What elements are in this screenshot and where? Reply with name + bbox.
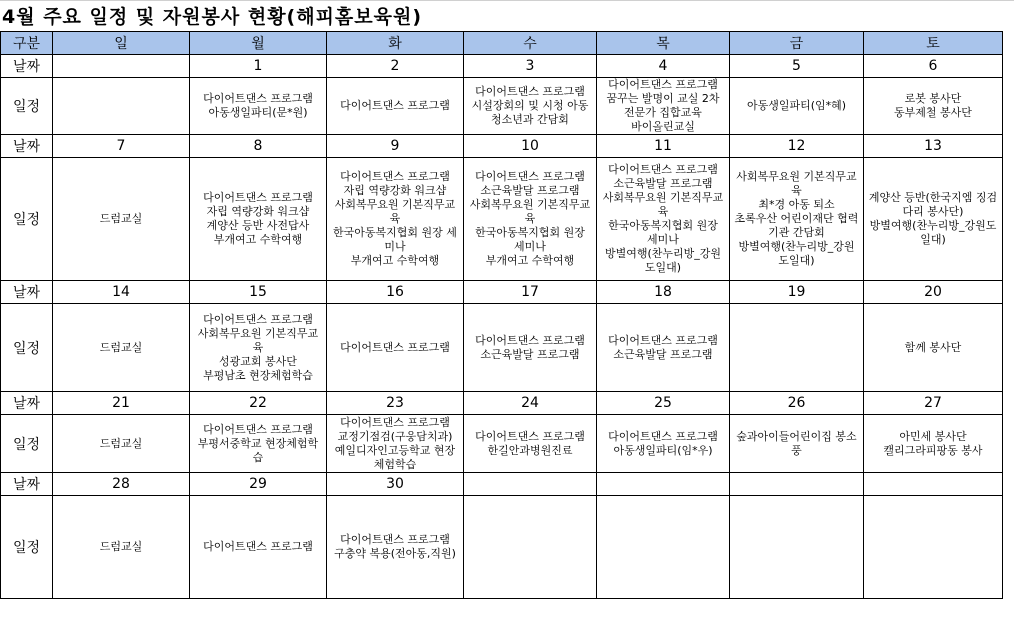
- schedule-line: 다이어트댄스 프로그램: [203, 312, 313, 326]
- schedule-line: 한국아동복지협회 원장 세: [333, 226, 457, 239]
- schedule-line: 캘리그라피팡동 봉사: [883, 443, 983, 457]
- schedule-line: 방별여행(찬누리방_강원도: [869, 219, 997, 232]
- schedule-line: 한국아동복지협회 원장: [475, 226, 585, 239]
- date-row-label[interactable]: 날짜: [1, 473, 53, 496]
- schedule-line: 다이어트댄스 프로그램: [203, 92, 313, 105]
- schedule-row-label[interactable]: 일정: [1, 78, 53, 135]
- date-cell[interactable]: [730, 473, 864, 496]
- schedule-row-label[interactable]: 일정: [1, 158, 53, 281]
- date-cell[interactable]: 7: [53, 135, 190, 158]
- schedule-line: 육: [791, 184, 802, 197]
- date-row-label[interactable]: 날짜: [1, 392, 53, 415]
- date-cell[interactable]: 10: [464, 135, 597, 158]
- schedule-line: 다이어트댄스 프로그램: [475, 429, 585, 443]
- date-cell[interactable]: [53, 55, 190, 78]
- date-cell[interactable]: 11: [597, 135, 730, 158]
- schedule-cell[interactable]: [864, 496, 1003, 599]
- schedule-line: 다이어트댄스 프로그램: [340, 99, 450, 112]
- schedule-line: 다이어트댄스 프로그램: [340, 340, 450, 354]
- schedule-line: 습: [252, 450, 264, 464]
- date-cell[interactable]: 20: [864, 281, 1003, 304]
- schedule-line: 다이어트댄스 프로그램: [340, 415, 450, 429]
- schedule-line: 체험학습: [373, 457, 417, 471]
- date-cell[interactable]: 1: [190, 55, 327, 78]
- schedule-line: 다이어트댄스 프로그램: [608, 78, 718, 91]
- schedule-line: 자립 역량강화 워크샵: [343, 184, 447, 197]
- schedule-row: [1, 415, 1003, 473]
- schedule-line: 다이어트댄스 프로그램: [475, 333, 585, 347]
- schedule-line: 교정기점검(구웅담치과): [337, 429, 453, 443]
- schedule-cell[interactable]: [464, 158, 597, 281]
- page-title: 4월 주요 일정 및 자원봉사 현황(해피홈보육원): [2, 6, 423, 28]
- schedule-line: 자립 역량강화 워크샵: [206, 205, 310, 218]
- schedule-cell[interactable]: [730, 304, 864, 392]
- date-cell[interactable]: 27: [864, 392, 1003, 415]
- schedule-line: 사회복무요원 기본직무교: [334, 198, 456, 211]
- schedule-line: 부개여고 수학여행: [350, 254, 440, 267]
- schedule-line: 드럼교실: [99, 212, 143, 225]
- schedule-line: 성광교회 봉사단: [219, 354, 297, 368]
- date-row: [1, 392, 1003, 415]
- schedule-cell[interactable]: [53, 158, 190, 281]
- schedule-line: 초록우산 어린이재단 협력: [734, 212, 859, 225]
- schedule-line: 드럼교실: [99, 436, 143, 450]
- schedule-line: 다이어트댄스 프로그램: [475, 170, 585, 183]
- schedule-line: 다이어트댄스 프로그램: [608, 333, 718, 347]
- schedule-cell[interactable]: [730, 158, 864, 281]
- schedule-line: 다이어트댄스 프로그램: [608, 163, 718, 176]
- date-cell[interactable]: [597, 473, 730, 496]
- date-cell[interactable]: 9: [327, 135, 464, 158]
- schedule-line: 동부제철 봉사단: [894, 106, 972, 119]
- header-cell-tue[interactable]: 화: [327, 32, 464, 55]
- schedule-line: 도일대): [778, 254, 815, 267]
- schedule-row: [1, 158, 1003, 281]
- schedule-cell[interactable]: [597, 496, 730, 599]
- date-cell[interactable]: 23: [327, 392, 464, 415]
- date-cell[interactable]: 16: [327, 281, 464, 304]
- schedule-cell[interactable]: [327, 415, 464, 473]
- schedule-line: 다이어트댄스 프로그램: [475, 85, 585, 98]
- schedule-cell[interactable]: [864, 78, 1003, 135]
- schedule-cell[interactable]: [464, 78, 597, 135]
- date-row-label[interactable]: 날짜: [1, 135, 53, 158]
- calendar-table: [0, 31, 1003, 599]
- schedule-cell[interactable]: [464, 415, 597, 473]
- date-cell[interactable]: [864, 473, 1003, 496]
- schedule-cell[interactable]: [864, 304, 1003, 392]
- schedule-line: 다이어트댄스 프로그램: [608, 429, 718, 443]
- schedule-line: 사회복무요원 기본직무교: [602, 191, 724, 204]
- date-row: [1, 473, 1003, 496]
- schedule-row-label[interactable]: 일정: [1, 304, 53, 392]
- schedule-line: 육: [524, 212, 536, 225]
- date-row-label[interactable]: 날짜: [1, 55, 53, 78]
- schedule-line: 다이어트댄스 프로그램: [203, 540, 313, 553]
- schedule-line: 전문가 집합교육: [624, 106, 702, 119]
- date-cell[interactable]: 8: [190, 135, 327, 158]
- date-cell[interactable]: 19: [730, 281, 864, 304]
- date-cell[interactable]: 25: [597, 392, 730, 415]
- schedule-row-label[interactable]: 일정: [1, 415, 53, 473]
- schedule-cell[interactable]: [53, 304, 190, 392]
- schedule-line: 계양산 등반(한국지엠 징검: [868, 191, 998, 204]
- schedule-line: 함께 봉사단: [904, 340, 962, 354]
- schedule-line: 방별여행(찬누리방_강원: [738, 240, 855, 253]
- schedule-line: 사회복무요원 기본직무교: [197, 326, 319, 340]
- schedule-line: 한국아동복지협회 원장: [608, 219, 718, 232]
- date-cell[interactable]: 15: [190, 281, 327, 304]
- schedule-cell[interactable]: [327, 158, 464, 281]
- schedule-line: 숲과아이들어린이집 봉소: [736, 429, 857, 443]
- schedule-cell[interactable]: [464, 304, 597, 392]
- schedule-cell[interactable]: [730, 415, 864, 473]
- date-cell[interactable]: 18: [597, 281, 730, 304]
- date-cell[interactable]: 26: [730, 392, 864, 415]
- date-cell[interactable]: 28: [53, 473, 190, 496]
- schedule-line: 다이어트댄스 프로그램: [340, 170, 450, 183]
- schedule-line: 바이올린교실: [631, 120, 695, 133]
- header-cell-sat[interactable]: 토: [864, 32, 1003, 55]
- schedule-line: 사회복무요원 기본직무교: [736, 170, 857, 183]
- schedule-line: 기관 간담회: [768, 226, 825, 239]
- date-cell[interactable]: 24: [464, 392, 597, 415]
- date-cell[interactable]: 12: [730, 135, 864, 158]
- header-cell-fri[interactable]: 금: [730, 32, 864, 55]
- schedule-cell[interactable]: [327, 496, 464, 599]
- schedule-line: 아동생일파티(임*혜): [746, 99, 847, 112]
- schedule-cell[interactable]: [597, 78, 730, 135]
- header-cell-category[interactable]: 구분: [1, 32, 53, 55]
- schedule-line: 육: [252, 340, 264, 354]
- schedule-line: 다리 봉사단): [902, 205, 964, 218]
- schedule-line: 한길안과병원진료: [487, 443, 573, 457]
- date-row-label[interactable]: 날짜: [1, 281, 53, 304]
- schedule-line: 세미나: [514, 240, 546, 253]
- schedule-cell[interactable]: [730, 78, 864, 135]
- schedule-cell[interactable]: [327, 78, 464, 135]
- schedule-line: 다이어트댄스 프로그램: [340, 533, 450, 546]
- schedule-line: 사회복무요원 기본직무교: [469, 198, 591, 211]
- schedule-line: 육: [389, 212, 401, 225]
- header-cell-wed[interactable]: 수: [464, 32, 597, 55]
- schedule-cell[interactable]: [464, 496, 597, 599]
- schedule-line: 계양산 등반 사전답사: [206, 219, 310, 232]
- schedule-row: [1, 304, 1003, 392]
- date-cell[interactable]: 13: [864, 135, 1003, 158]
- calendar-body: [1, 55, 1003, 599]
- schedule-line: 로봇 봉사단: [904, 92, 962, 105]
- schedule-line: 육: [657, 205, 669, 218]
- date-cell[interactable]: 17: [464, 281, 597, 304]
- schedule-cell[interactable]: [53, 496, 190, 599]
- sheet-top-line: [0, 0, 1014, 1]
- schedule-line: 아민세 봉사단: [899, 429, 967, 443]
- header-cell-mon[interactable]: 월: [190, 32, 327, 55]
- schedule-cell[interactable]: [864, 158, 1003, 281]
- schedule-row: [1, 496, 1003, 599]
- schedule-row: [1, 78, 1003, 135]
- schedule-line: 세미나: [647, 233, 679, 246]
- date-cell[interactable]: 14: [53, 281, 190, 304]
- schedule-line: 소근육발달 프로그램: [613, 347, 713, 361]
- schedule-line: 소근육발달 프로그램: [480, 184, 580, 197]
- schedule-line: 아동생일파티(임*우): [613, 443, 713, 457]
- schedule-line: 최*경 아동 퇴소: [758, 198, 835, 211]
- schedule-line: 일대): [920, 233, 946, 246]
- schedule-line: 부평서중학교 현장체험학: [197, 436, 319, 450]
- schedule-line: 소근육발달 프로그램: [480, 347, 580, 361]
- schedule-line: 구충약 복용(전아동,직원): [334, 547, 456, 560]
- schedule-line: 미나: [384, 240, 406, 253]
- schedule-cell[interactable]: [597, 158, 730, 281]
- schedule-cell[interactable]: [190, 496, 327, 599]
- header-cell-thu[interactable]: 목: [597, 32, 730, 55]
- schedule-line: 꿈꾸는 발명이 교실 2차: [606, 92, 720, 105]
- schedule-line: 소근육발달 프로그램: [613, 177, 713, 190]
- schedule-line: 부평남초 현장체험학습: [203, 368, 313, 382]
- schedule-line: 예일디자인고등학교 현장: [334, 443, 456, 457]
- schedule-cell[interactable]: [190, 415, 327, 473]
- date-cell[interactable]: 5: [730, 55, 864, 78]
- date-cell[interactable]: 30: [327, 473, 464, 496]
- date-row: [1, 135, 1003, 158]
- schedule-cell[interactable]: [53, 78, 190, 135]
- date-cell[interactable]: [464, 473, 597, 496]
- date-cell[interactable]: 29: [190, 473, 327, 496]
- schedule-line: 시설장회의 및 시청 아동: [471, 99, 589, 112]
- date-cell[interactable]: 4: [597, 55, 730, 78]
- schedule-line: 청소년과 간담회: [491, 113, 569, 126]
- date-row: [1, 281, 1003, 304]
- date-row: [1, 55, 1003, 78]
- schedule-cell[interactable]: [190, 304, 327, 392]
- date-cell[interactable]: 2: [327, 55, 464, 78]
- date-cell[interactable]: 22: [190, 392, 327, 415]
- header-cell-sun[interactable]: 일: [53, 32, 190, 55]
- schedule-line: 드럼교실: [99, 540, 143, 553]
- date-cell[interactable]: 21: [53, 392, 190, 415]
- header-row: [1, 32, 1003, 55]
- schedule-cell[interactable]: [190, 78, 327, 135]
- schedule-line: 방별여행(찬누리방_강원: [604, 247, 722, 260]
- schedule-cell[interactable]: [597, 415, 730, 473]
- schedule-cell[interactable]: [53, 415, 190, 473]
- schedule-line: 다이어트댄스 프로그램: [203, 422, 313, 436]
- schedule-cell[interactable]: [864, 415, 1003, 473]
- schedule-line: 드럼교실: [99, 340, 143, 354]
- schedule-cell[interactable]: [730, 496, 864, 599]
- schedule-line: 다이어트댄스 프로그램: [203, 191, 313, 204]
- date-cell[interactable]: 3: [464, 55, 597, 78]
- schedule-line: 부개여고 수학여행: [213, 233, 303, 246]
- schedule-cell[interactable]: [190, 158, 327, 281]
- schedule-row-label[interactable]: 일정: [1, 496, 53, 599]
- schedule-line: 도일대): [644, 261, 682, 274]
- schedule-line: 부개여고 수학여행: [485, 254, 575, 267]
- schedule-line: 아동생일파티(문*원): [208, 106, 308, 119]
- schedule-line: 풍: [791, 443, 802, 457]
- schedule-cell[interactable]: [327, 304, 464, 392]
- schedule-cell[interactable]: [597, 304, 730, 392]
- date-cell[interactable]: 6: [864, 55, 1003, 78]
